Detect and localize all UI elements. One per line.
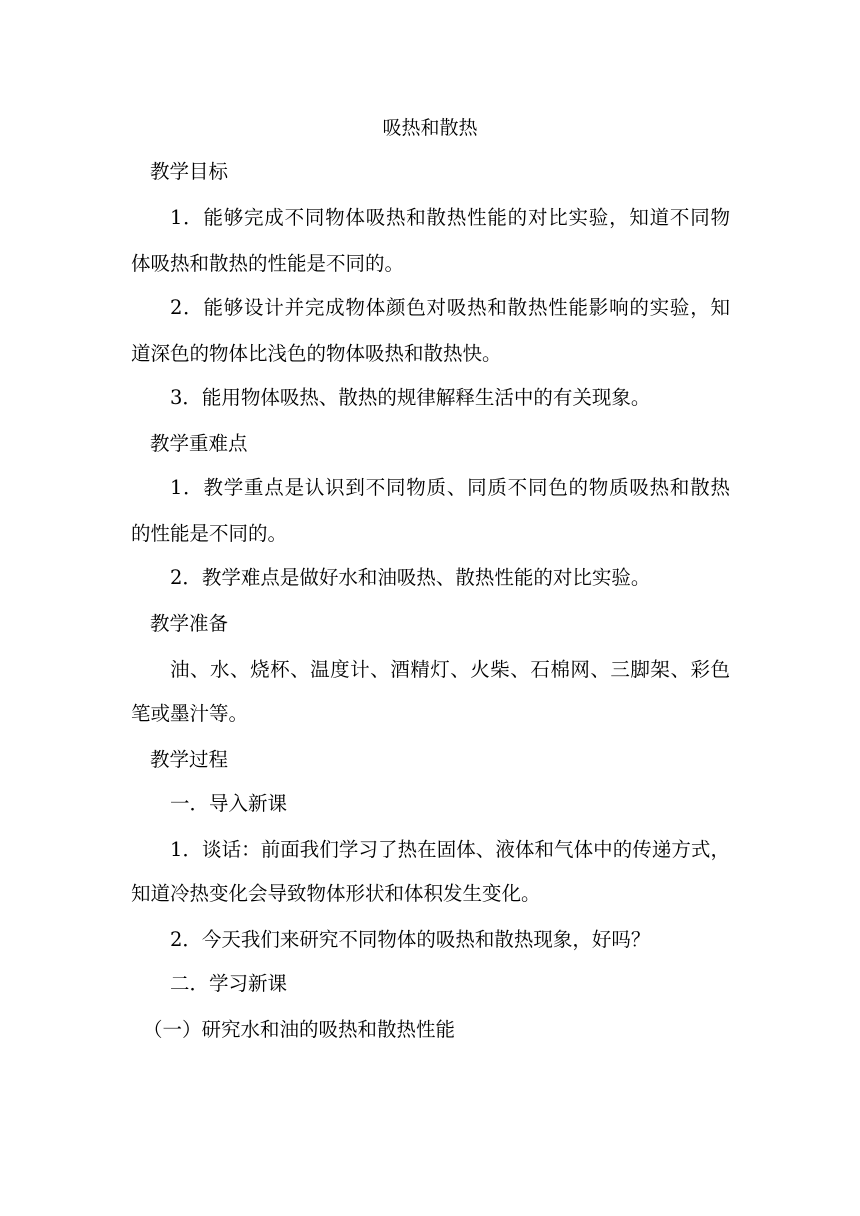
section-new-lesson: 二．学习新课 [170, 972, 288, 995]
preparation-line-2: 笔或墨汁等。 [131, 702, 249, 725]
section-introduction: 一．导入新课 [170, 792, 288, 815]
preparation-line-1: 油、水、烧杯、温度计、酒精灯、火柴、石棉网、三脚架、彩色 [170, 658, 730, 681]
heading-preparation: 教学准备 [150, 612, 229, 635]
goal-1-line-2: 体吸热和散热的性能是不同的。 [131, 252, 405, 275]
heading-teaching-process: 教学过程 [150, 748, 229, 771]
talk-2: 2．今天我们来研究不同物体的吸热和散热现象，好吗？ [170, 928, 651, 951]
goal-3: 3．能用物体吸热、散热的规律解释生活中的有关现象。 [170, 386, 651, 409]
talk-1-line-2: 知道冷热变化会导致物体形状和体积发生变化。 [131, 882, 541, 905]
heading-key-points: 教学重难点 [150, 432, 248, 455]
heading-teaching-goals: 教学目标 [150, 160, 229, 183]
document-title: 吸热和散热 [382, 117, 478, 139]
subsection-water-oil: （一）研究水和油的吸热和散热性能 [143, 1018, 456, 1041]
key-point-1-line-2: 的性能是不同的。 [131, 522, 288, 545]
key-point-1-line-1: 1．教学重点是认识到不同物质、同质不同色的物质吸热和散热 [170, 476, 730, 499]
goal-2-line-2: 道深色的物体比浅色的物体吸热和散热快。 [131, 342, 502, 365]
talk-1-line-1: 1．谈话：前面我们学习了热在固体、液体和气体中的传递方式， [170, 838, 730, 861]
goal-1-line-1: 1．能够完成不同物体吸热和散热性能的对比实验，知道不同物 [170, 206, 730, 229]
key-point-2: 2．教学难点是做好水和油吸热、散热性能的对比实验。 [170, 566, 651, 589]
goal-2-line-1: 2．能够设计并完成物体颜色对吸热和散热性能影响的实验，知 [170, 296, 730, 319]
